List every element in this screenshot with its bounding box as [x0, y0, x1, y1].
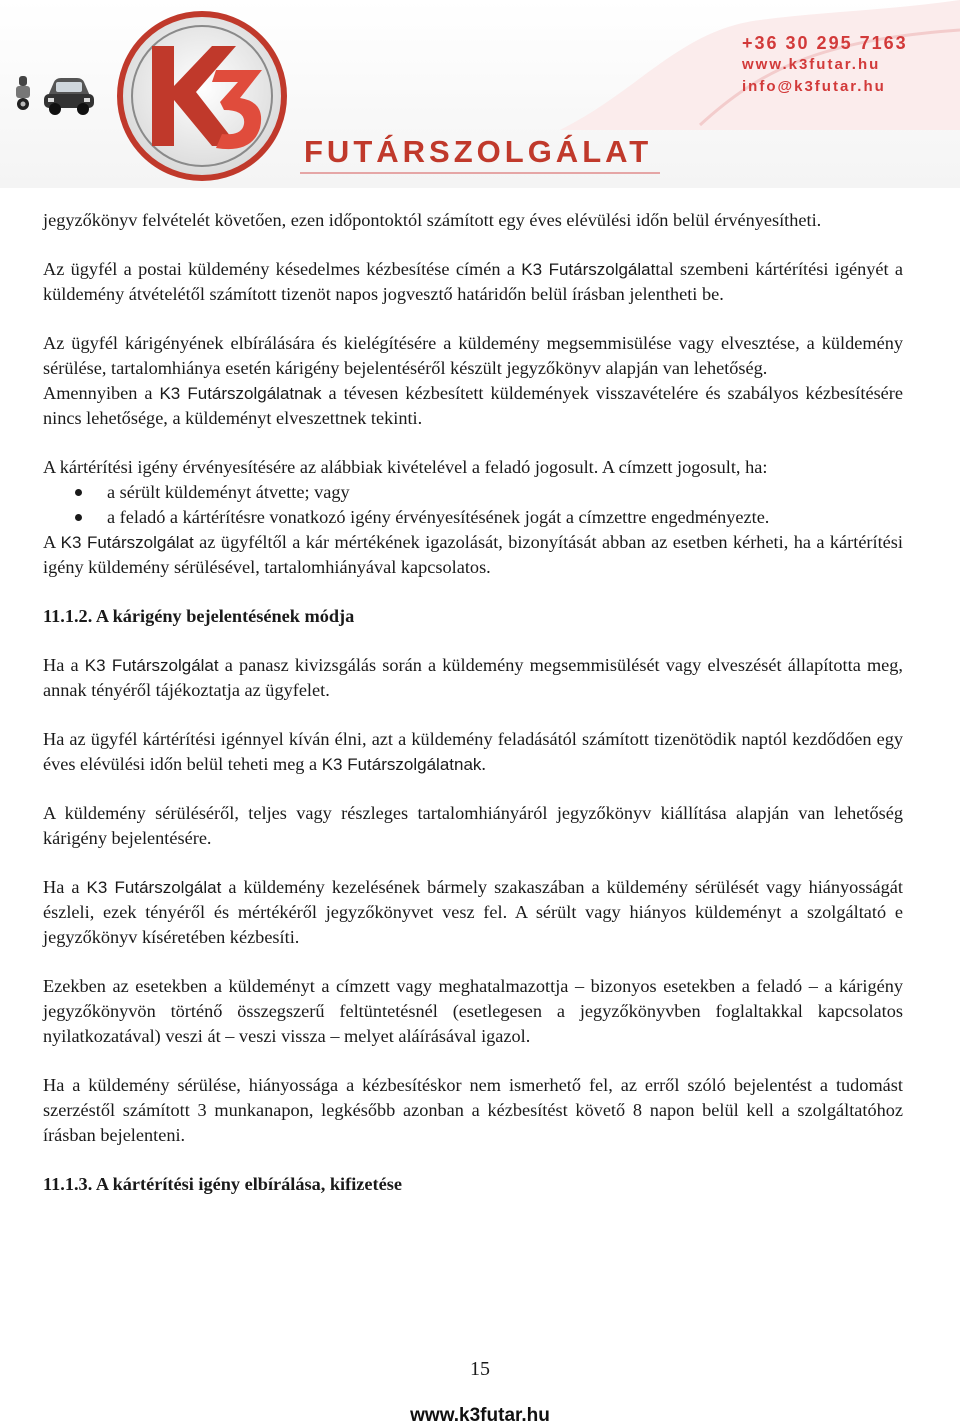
text: a panasz kivizsgálás során a küldemény megsemmisülését vagy elveszését állapította meg, annak tényéről tájékoztatja az ügyfelet. [43, 655, 903, 700]
brand-name: K3 Futárszolgálat [86, 878, 222, 897]
brand-title: FUTÁRSZOLGÁLAT [304, 134, 653, 169]
text: tal szembeni kártérítési igényét a küldemény átvételétől számított tizenöt napos jogvesztő határidőn belül írásban jelentheti be. [43, 259, 904, 304]
text: A kártérítési igény érvényesítésére az alábbiak kivételével a feladó jogosult. A címzett jogosult, ha: [43, 457, 768, 477]
paragraph-8 [43, 727, 903, 777]
list-item [43, 480, 903, 505]
text: Az ügyfél a postai küldemény késedelmes kézbesítése címén a [43, 259, 522, 279]
text: . [481, 754, 486, 774]
contact-phone: +36 30 295 7163 [742, 33, 908, 53]
page-number: 15 [470, 1358, 490, 1380]
scooter-icon [8, 72, 38, 112]
car-icon [42, 74, 96, 116]
text: jegyzőkönyv felvételét követően, ezen időpontoktól számított egy éves elévülési időn belül érvényesítheti. [43, 210, 822, 230]
contact-email[interactable]: info@k3futar.hu [742, 78, 886, 95]
contact-web[interactable]: www.k3futar.hu [742, 56, 881, 73]
page-header [0, 0, 960, 188]
paragraph-5 [43, 455, 903, 480]
brand-name: K3 Futárszolgálat [84, 656, 219, 675]
text: A küldemény sérüléséről, teljes vagy részleges tartalomhiányáról jegyzőkönyv kiállítása alapján van lehetőség kárigény bejelentésére. [43, 803, 903, 848]
recipient-conditions-list [43, 480, 903, 530]
paragraph-10 [43, 875, 903, 950]
list-item [43, 505, 903, 530]
contact-block [742, 32, 942, 98]
text: a tévesen kézbesített küldemények visszavételére és szabályos kézbesítésére nincs lehetősége, a küldeményt elveszettnek tekinti. [43, 383, 903, 428]
footer-url[interactable]: www.k3futar.hu [410, 1405, 550, 1426]
text: a feladó a kártérítésre vonatkozó igény érvényesítésének jogát a címzettre engedményezte. [107, 507, 770, 527]
text: Ha a küldemény sérülése, hiányossága a kézbesítéskor nem ismerhető fel, az erről szóló bejelentést a tudomást szerzéstől számított 3 munkanapon, legkésőbb azonban a kézbesítést követő 8 napon belül kell a szolgáltatóhoz írásban bejelenteni. [43, 1075, 903, 1145]
header-rule [300, 172, 660, 174]
brand-name: K3 Futárszolgálatnak [321, 755, 482, 774]
paragraph-6 [43, 530, 903, 580]
text: Ha a [43, 877, 87, 897]
text: Ha a [43, 655, 85, 675]
paragraph-1 [43, 208, 903, 233]
brand-name: K3 Futárszolgálatnak [159, 384, 322, 403]
bullet-icon [75, 514, 82, 521]
k3-logo [112, 6, 292, 184]
text: Ezekben az esetekben a küldeményt a címzett vagy meghatalmazottja – bizonyos esetekben a feladó – a kárigény jegyzőkönyvön történő összegszerű feltüntetésnél (esetlegesen a jegyzőkönyvben foglaltakkal kapcsolatos nyilatkozatával) veszi át – veszi vissza – melyet aláírásával igazol. [43, 976, 903, 1046]
brand-name: K3 Futárszolgálat [521, 260, 656, 279]
paragraph-12 [43, 1073, 903, 1148]
text: a sérült küldeményt átvette; vagy [107, 482, 350, 502]
text: Ha az ügyfél kártérítési igénnyel kíván élni, azt a küldemény feladásától számított tizenötödik naptól kezdődően egy éves elévülési időn belül teheti meg a [43, 729, 903, 774]
text: Amennyiben a [43, 383, 160, 403]
paragraph-2 [43, 257, 903, 307]
section-heading-11-1-3: 11.1.3. A kártérítési igény elbírálása, kifizetése [43, 1174, 402, 1194]
text: A [43, 532, 61, 552]
section-heading-11-1-2: 11.1.2. A kárigény bejelentésének módja [43, 606, 355, 626]
paragraph-9 [43, 801, 903, 851]
text: Az ügyfél kárigényének elbírálására és kielégítésére a küldemény megsemmisülése vagy elvesztése, a küldemény sérülése, tartalomhiánya esetén kárigény bejelentéséről készült jegyzőkönyv alapján van lehetőség. [43, 333, 903, 378]
document-body [43, 208, 903, 1197]
brand-name: K3 Futárszolgálat [60, 533, 194, 552]
text: az ügyféltől a kár mértékének igazolását, bizonyítását abban az esetben kérheti, ha a kártérítési igény küldemény sérülésével, tartalomhiányával kapcsolatos. [43, 532, 903, 577]
paragraph-3 [43, 331, 903, 381]
text: a küldemény kezelésének bármely szakaszában a küldemény sérülését vagy hiányosságát észleli, ezek tényéről és mértékéről jegyzőkönyvet vesz fel. A sérült vagy hiányos küldeményt a szolgáltató e jegyzőkönyv kíséretében kézbesíti. [43, 877, 903, 947]
paragraph-11 [43, 974, 903, 1049]
bullet-icon [75, 489, 82, 496]
paragraph-7 [43, 653, 903, 703]
paragraph-4 [43, 381, 903, 431]
